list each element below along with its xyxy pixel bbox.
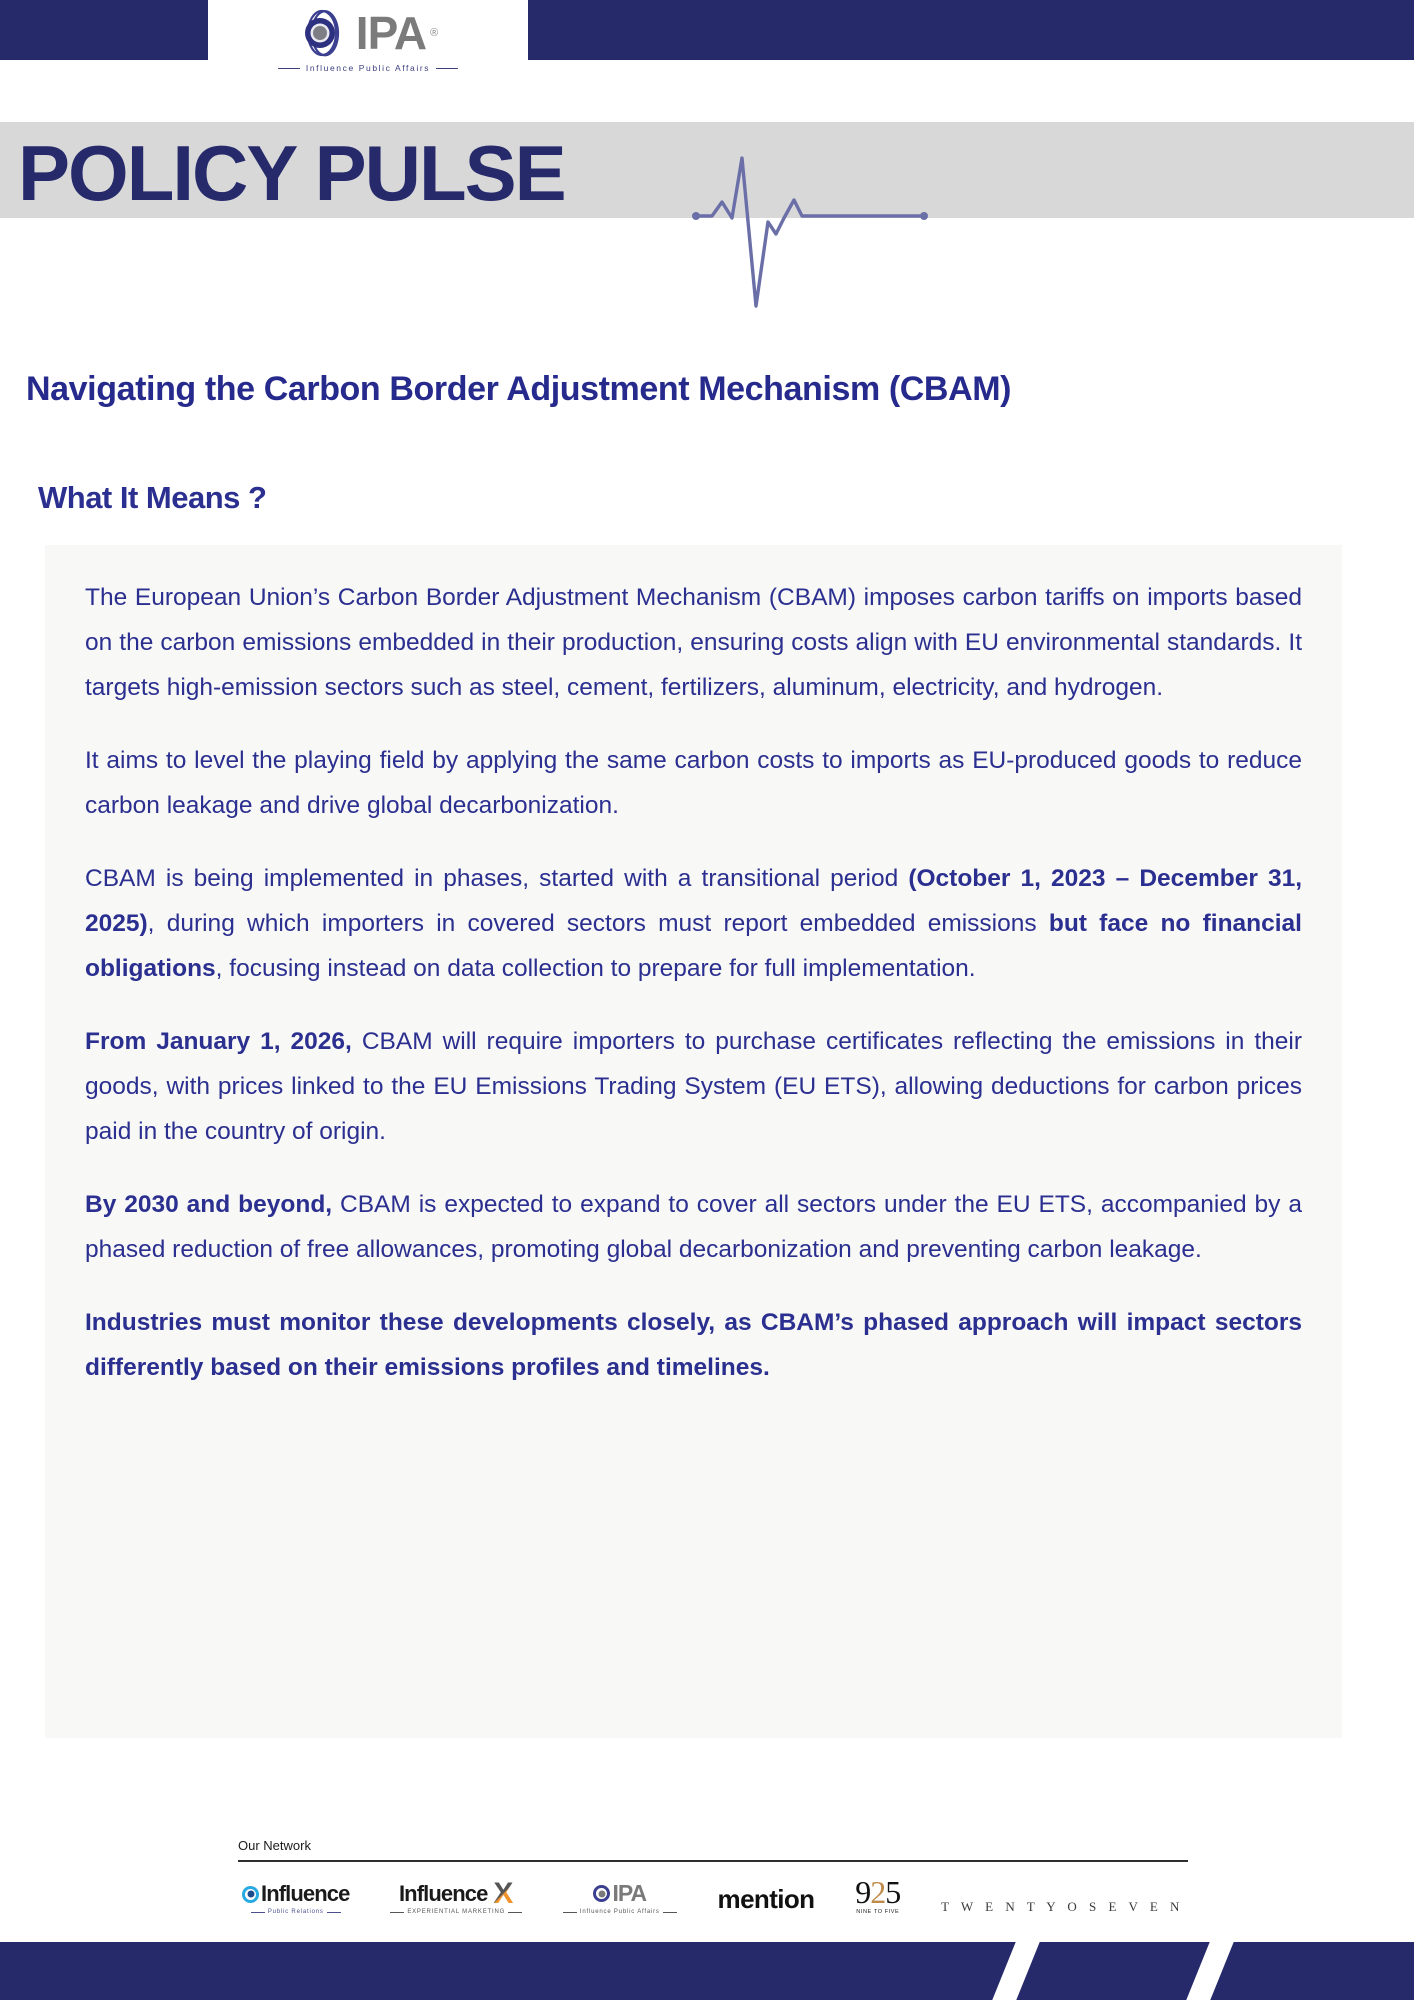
p3-lead: CBAM is being implemented in phases, started with a transitional period — [85, 865, 909, 892]
tagline-rule-left — [278, 68, 300, 69]
p3-bold-transitional-period: (October 1, 2023 – December 31, 2025) — [85, 865, 1303, 937]
footer-slab-3 — [1210, 1942, 1414, 2000]
influence-pr-name: Influence — [261, 1881, 350, 1906]
our-network-section — [238, 1838, 1188, 1915]
p3-tail: , focusing instead on data collection to prepare for full implementation. — [215, 955, 976, 982]
logo-row — [298, 6, 438, 60]
footer-solid-block — [0, 1942, 904, 2000]
paragraph-5 — [85, 1182, 1302, 1272]
ring-icon — [593, 1885, 610, 1902]
sub-rule-right — [663, 1912, 677, 1913]
influence-x-sub-text: EXPERIENTIAL MARKETING — [407, 1909, 506, 1915]
p4-bold-date: From January 1, 2026, — [85, 1028, 352, 1055]
footer-slab-1 — [872, 1942, 1015, 2000]
ipa-logo-text: IPA — [355, 7, 427, 59]
header-bar-left — [0, 0, 208, 60]
p4-tail: CBAM will require importers to purchase certificates reflecting the emissions in their goods, with prices linked to the EU Emissions Trading System (EU ETS), allowing deductions for carbon prices paid in the country of origin. — [85, 1028, 1302, 1145]
network-logo-925 — [855, 1876, 900, 1915]
ipa-logo-tagline — [278, 63, 458, 73]
tagline-text: Influence Public Affairs — [305, 63, 431, 73]
paragraph-3 — [85, 856, 1302, 991]
heartbeat-line-icon — [690, 138, 930, 308]
mention-name: mention — [717, 1884, 815, 1914]
ring-icon — [242, 1886, 259, 1903]
x-icon: X — [493, 1877, 514, 1910]
network-logo-influence-x — [390, 1877, 522, 1915]
nine-two-five-sub: NINE TO FIVE — [856, 1909, 900, 1915]
influence-x-name: Influence — [398, 1881, 488, 1906]
ipa-row — [593, 1880, 646, 1907]
influence-pr-sub-text: Public Relations — [267, 1909, 324, 1915]
banner-title: POLICY PULSE — [18, 129, 565, 217]
network-logo-influence-pr — [242, 1881, 349, 1915]
influence-x-subtitle — [390, 1909, 522, 1915]
network-divider — [238, 1860, 1188, 1862]
registered-mark: ® — [430, 27, 439, 39]
article-content-box — [45, 545, 1342, 1738]
header-bar-right — [528, 0, 1414, 60]
network-logo-strip — [238, 1876, 1188, 1915]
influence-x-row — [398, 1877, 514, 1910]
ipa-footer-sub-text: Influence Public Affairs — [579, 1909, 660, 1915]
our-network-label: Our Network — [238, 1838, 311, 1853]
network-logo-ipa — [563, 1880, 677, 1915]
page-footer-bar — [0, 1942, 1414, 2000]
ipa-ring-icon — [298, 6, 352, 60]
sub-rule-right — [508, 1912, 522, 1913]
twenty-o-seven-name: T W E N T Y O S E V E N — [941, 1899, 1184, 1914]
p5-tail: CBAM is expected to expand to cover all sectors under the EU ETS, accompanied by a phased reduction of free allowances, promoting global decarbonization and preventing carbon leakage. — [85, 1191, 1302, 1263]
section-subtitle: What It Means ? — [38, 480, 267, 515]
sub-rule-right — [327, 1912, 341, 1913]
sub-rule-left — [390, 1912, 404, 1913]
nine-two-five-name: 925 — [855, 1874, 901, 1910]
paragraph-6: Industries must monitor these developments closely, as CBAM’s phased approach will impact sectors differently based on their emissions profiles and timelines. — [85, 1309, 1302, 1381]
ipa-footer-name: IPA — [612, 1880, 647, 1906]
network-logo-twenty-o-seven — [941, 1899, 1184, 1915]
p3-mid: , during which importers in covered sectors must report embedded emissions — [147, 910, 1049, 937]
paragraph-1: The European Union’s Carbon Border Adjustment Mechanism (CBAM) imposes carbon tariffs on imports based on the carbon emissions embedded in their production, ensuring costs align with EU environmental standards. It targets high-emission sectors such as steel, cement, fertilizers, aluminum, electricity, and hydrogen. — [85, 584, 1302, 701]
footer-slab-2 — [1016, 1942, 1209, 2000]
page-header — [0, 0, 1414, 96]
tagline-rule-right — [436, 68, 458, 69]
network-logo-mention — [718, 1884, 815, 1915]
paragraph-2: It aims to level the playing field by applying the same carbon costs to imports as EU-produced goods to reduce carbon leakage and drive global decarbonization. — [85, 747, 1302, 819]
influence-pr-subtitle — [251, 1909, 341, 1915]
paragraph-4 — [85, 1019, 1302, 1154]
ipa-logo — [208, 0, 528, 96]
page-title: Navigating the Carbon Border Adjustment Mechanism (CBAM) — [26, 370, 1012, 408]
sub-rule-left — [251, 1912, 265, 1913]
sub-rule-left — [563, 1912, 577, 1913]
influence-pr-row — [242, 1881, 349, 1907]
p3-bold-no-obligations: but face no financial obligations — [85, 910, 1302, 982]
p5-bold-date: By 2030 and beyond, — [85, 1191, 333, 1218]
ipa-footer-subtitle — [563, 1909, 677, 1915]
